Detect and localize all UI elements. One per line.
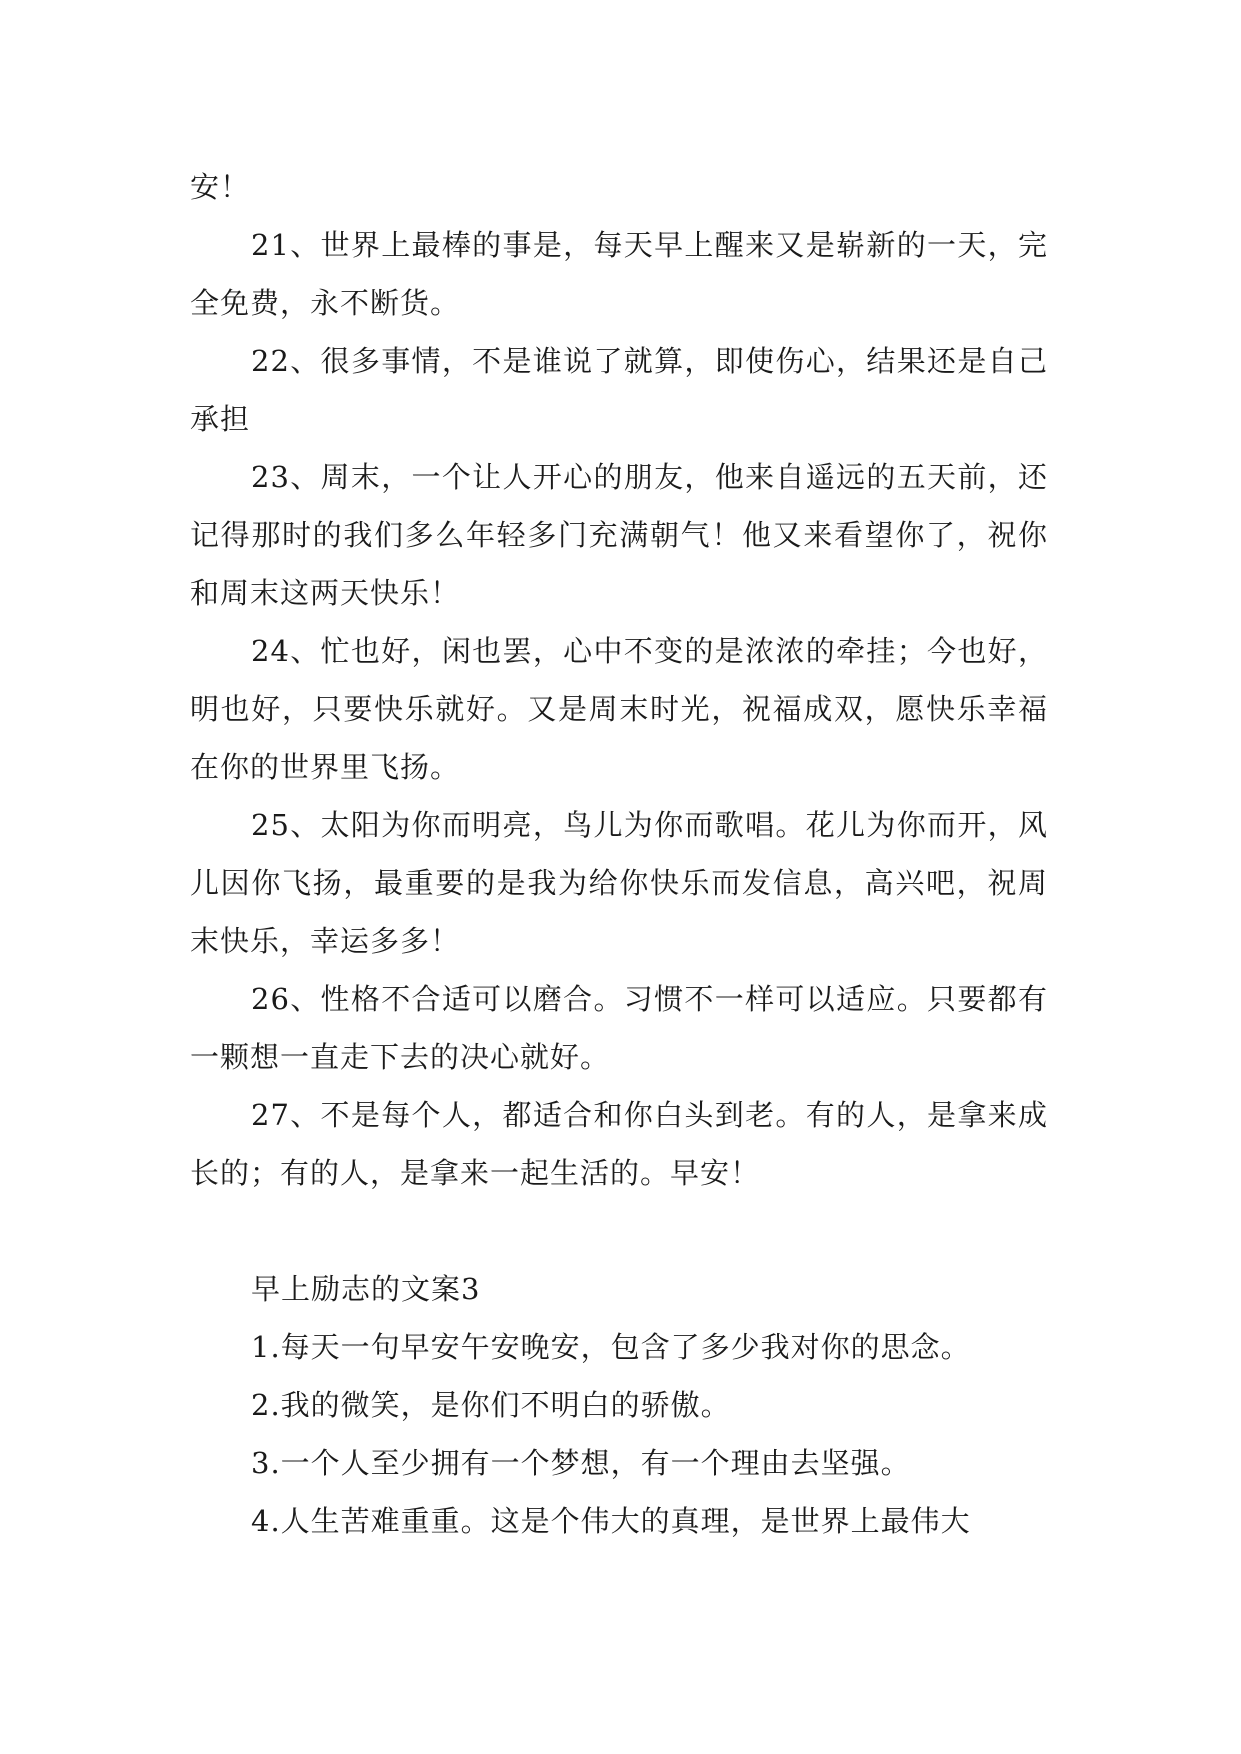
list-item-4: 4.人生苦难重重。这是个伟大的真理，是世界上最伟大 <box>251 1504 971 1538</box>
list-item-1: 1.每天一句早安午安晚安，包含了多少我对你的思念。 <box>251 1330 971 1364</box>
document-body <box>190 158 1048 1550</box>
paragraph-item-24: 24、忙也好，闲也罢，心中不变的是浓浓的牵挂；今也好，明也好，只要快乐就好。又是周末时光，祝福成双，愿快乐幸福在你的世界里飞扬。 <box>190 634 1048 784</box>
list-item-3: 3.一个人至少拥有一个梦想，有一个理由去坚强。 <box>251 1446 911 1480</box>
paragraph-item-26: 26、性格不合适可以磨合。习惯不一样可以适应。只要都有一颗想一直走下去的决心就好。 <box>190 982 1048 1074</box>
list-item-2: 2.我的微笑，是你们不明白的骄傲。 <box>251 1388 731 1422</box>
paragraph-item-27: 27、不是每个人，都适合和你白头到老。有的人，是拿来成长的；有的人，是拿来一起生活的。早安！ <box>190 1098 1048 1190</box>
paragraph-item-22: 22、很多事情，不是谁说了就算，即使伤心，结果还是自己承担 <box>190 344 1048 436</box>
section-spacer <box>190 1202 1048 1260</box>
paragraph-continuation: 安！ <box>190 170 251 204</box>
section-title: 早上励志的文案3 <box>251 1272 481 1306</box>
paragraph-item-23: 23、周末，一个让人开心的朋友，他来自遥远的五天前，还记得那时的我们多么年轻多门充满朝气！他又来看望你了，祝你和周末这两天快乐！ <box>190 460 1048 610</box>
paragraph-item-21: 21、世界上最棒的事是，每天早上醒来又是崭新的一天，完全免费，永不断货。 <box>190 228 1048 320</box>
paragraph-item-25: 25、太阳为你而明亮，鸟儿为你而歌唱。花儿为你而开，风儿因你飞扬，最重要的是我为给你快乐而发信息，高兴吧，祝周末快乐，幸运多多！ <box>190 808 1048 958</box>
